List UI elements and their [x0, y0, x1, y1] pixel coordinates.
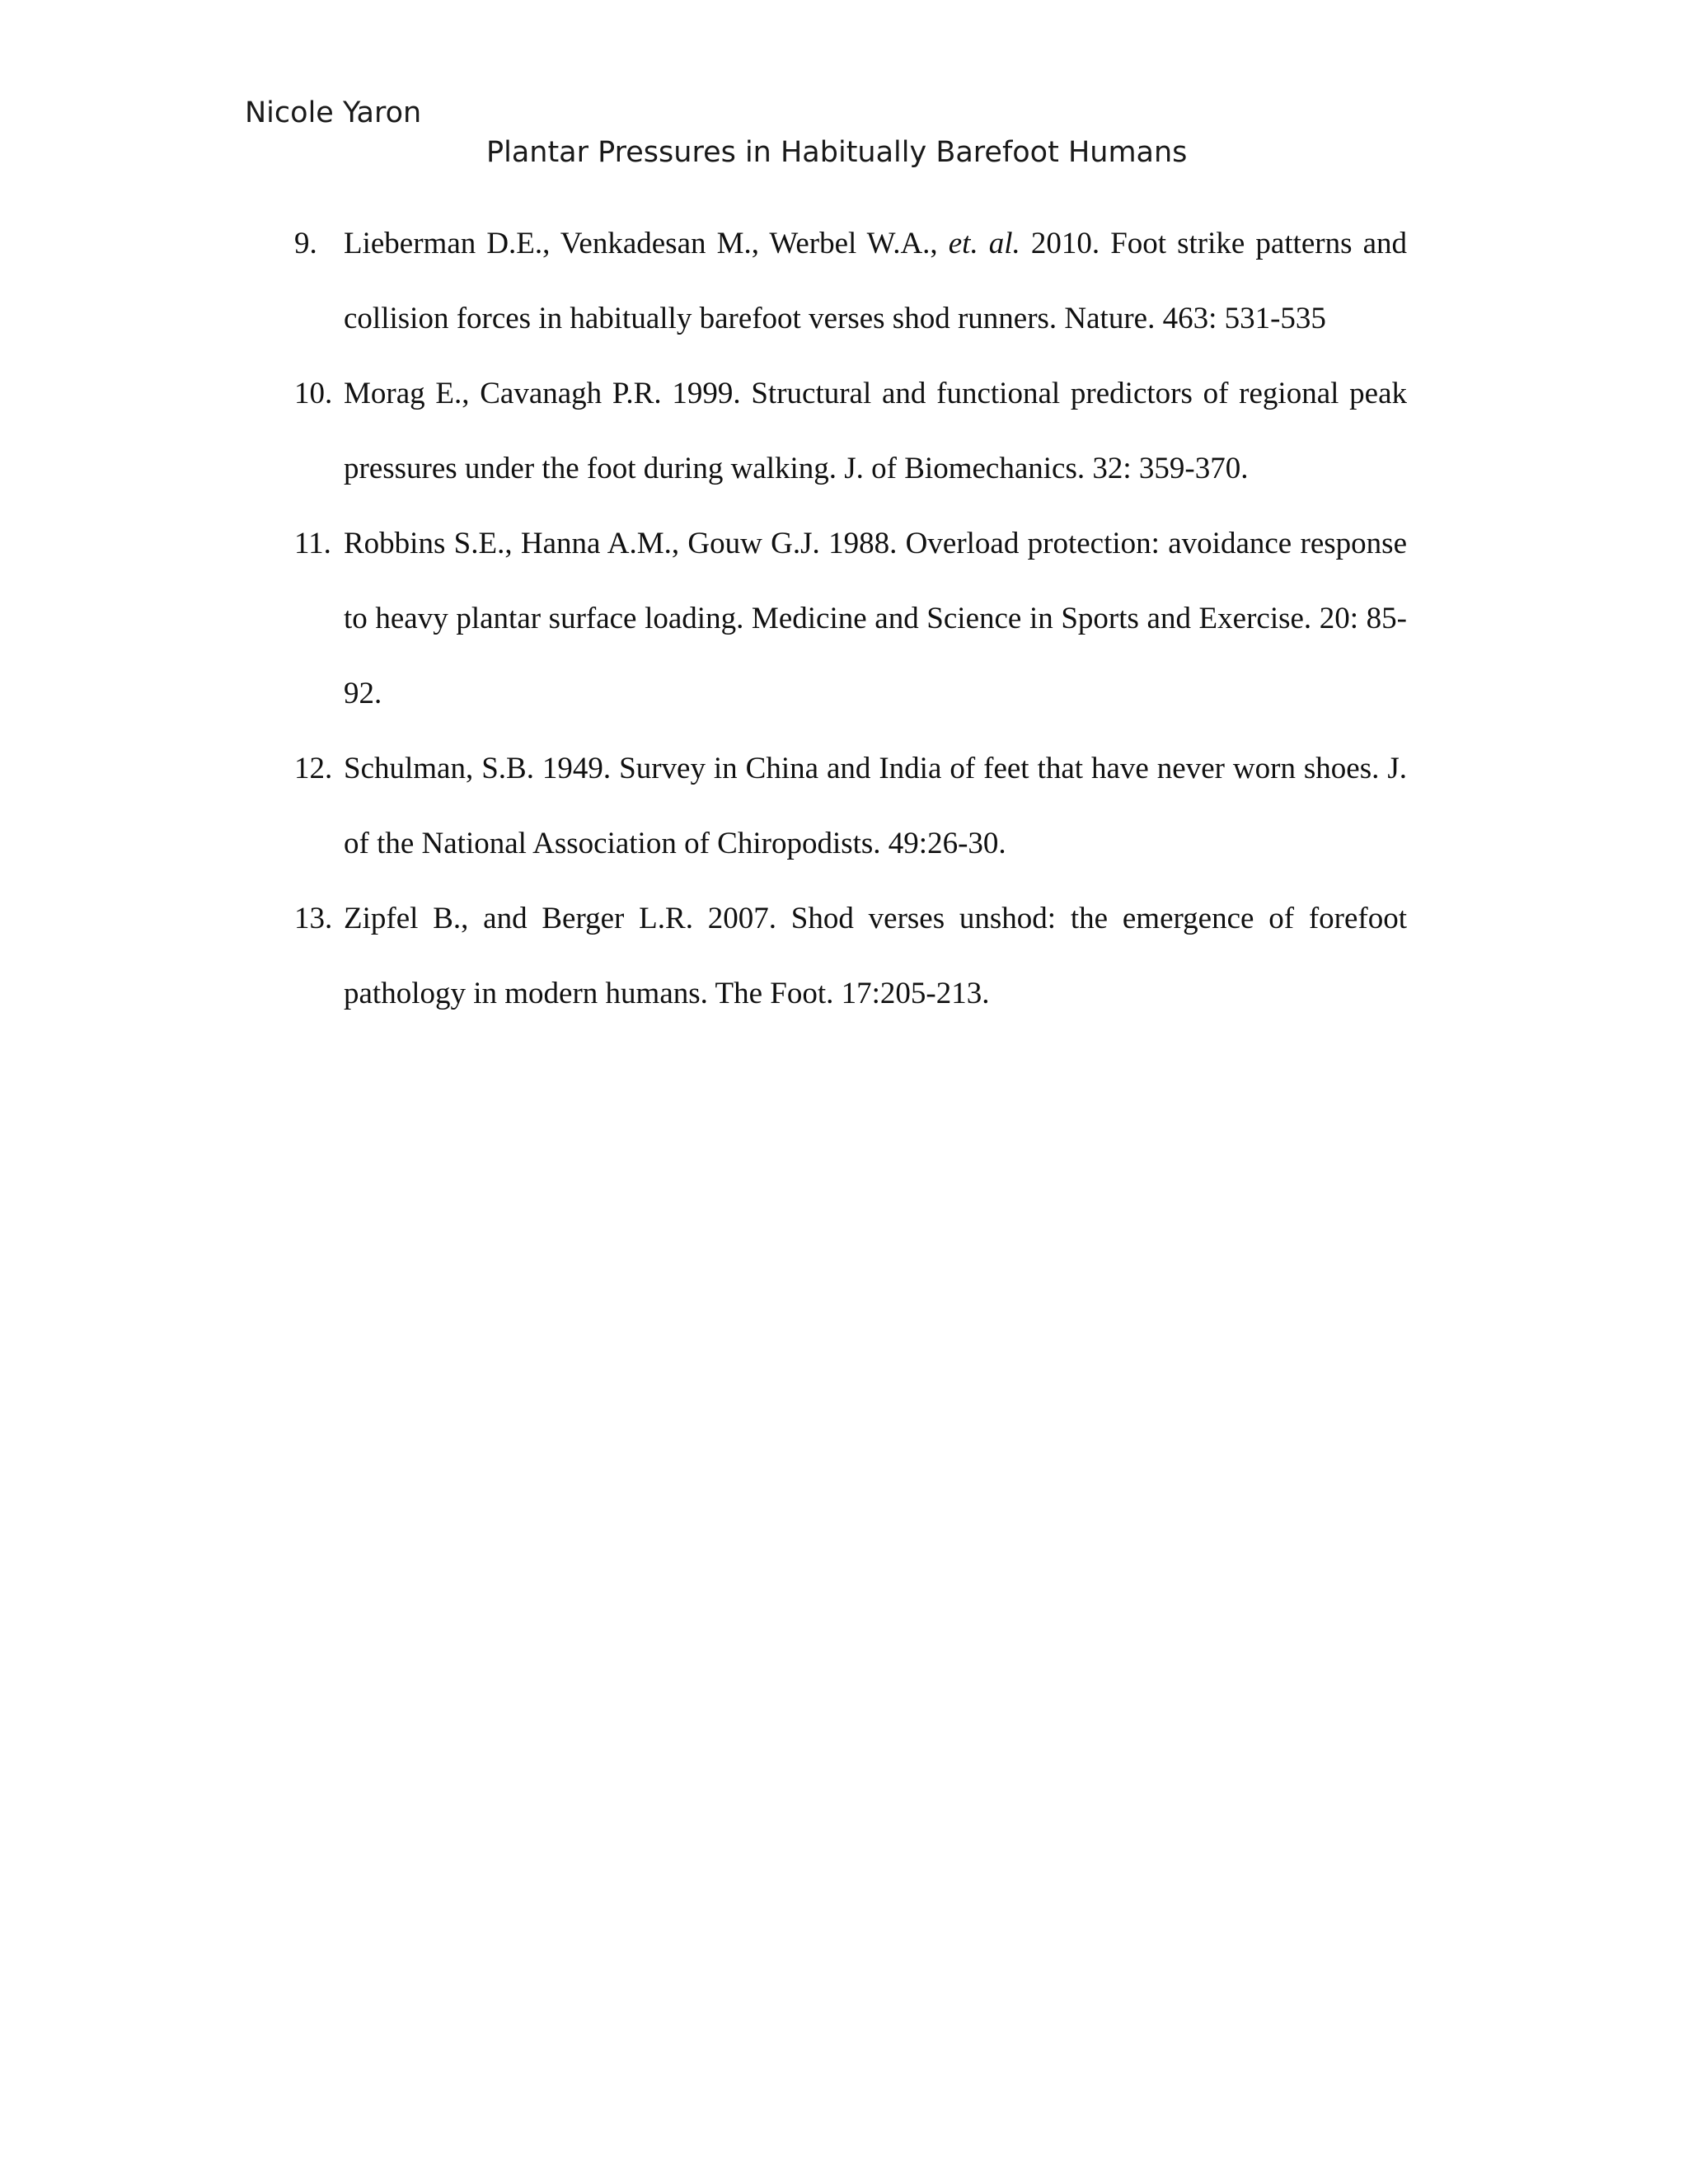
reference-item — [0, 506, 1407, 731]
reference-text-italic: et. al. — [948, 227, 1020, 260]
reference-list — [0, 206, 1688, 1031]
reference-text-end: 2010. Foot strike patterns and collision forces in habitually barefoot verses shod runners. Nature. 463: 531-535 — [344, 227, 1408, 335]
reference-number: 10. — [294, 377, 333, 410]
reference-item — [0, 356, 1407, 506]
reference-text: Morag E., Cavanagh P.R. 1999. Structural and functional predictors of regional peak pressures under the foot during walking. J. of Biomechanics. 32: 359-370. — [344, 377, 1407, 485]
reference-number: 12. — [294, 752, 333, 785]
reference-number: 13. — [294, 902, 333, 935]
reference-number: 9. — [294, 227, 317, 260]
reference-text: Robbins S.E., Hanna A.M., Gouw G.J. 1988. Overload protection: avoidance response to heavy plantar surface loading. Medicine and Science in Sports and Exercise. 20: 85-92. — [344, 527, 1407, 710]
reference-text-start: Lieberman D.E., Venkadesan M., Werbel W.A., — [344, 227, 949, 260]
reference-item — [0, 731, 1407, 881]
header-author: Nicole Yaron — [245, 96, 422, 129]
reference-text: Schulman, S.B. 1949. Survey in China and India of feet that have never worn shoes. J. of the National Association of Chiropodists. 49:26-30. — [344, 752, 1407, 860]
reference-item — [0, 881, 1407, 1031]
reference-item — [0, 206, 1407, 356]
header-title: Plantar Pressures in Habitually Barefoot Humans — [486, 136, 1188, 169]
reference-text — [344, 227, 1407, 335]
reference-number: 11. — [294, 527, 331, 560]
reference-text: Zipfel B., and Berger L.R. 2007. Shod verses unshod: the emergence of forefoot pathology in modern humans. The Foot. 17:205-213. — [344, 902, 1407, 1010]
